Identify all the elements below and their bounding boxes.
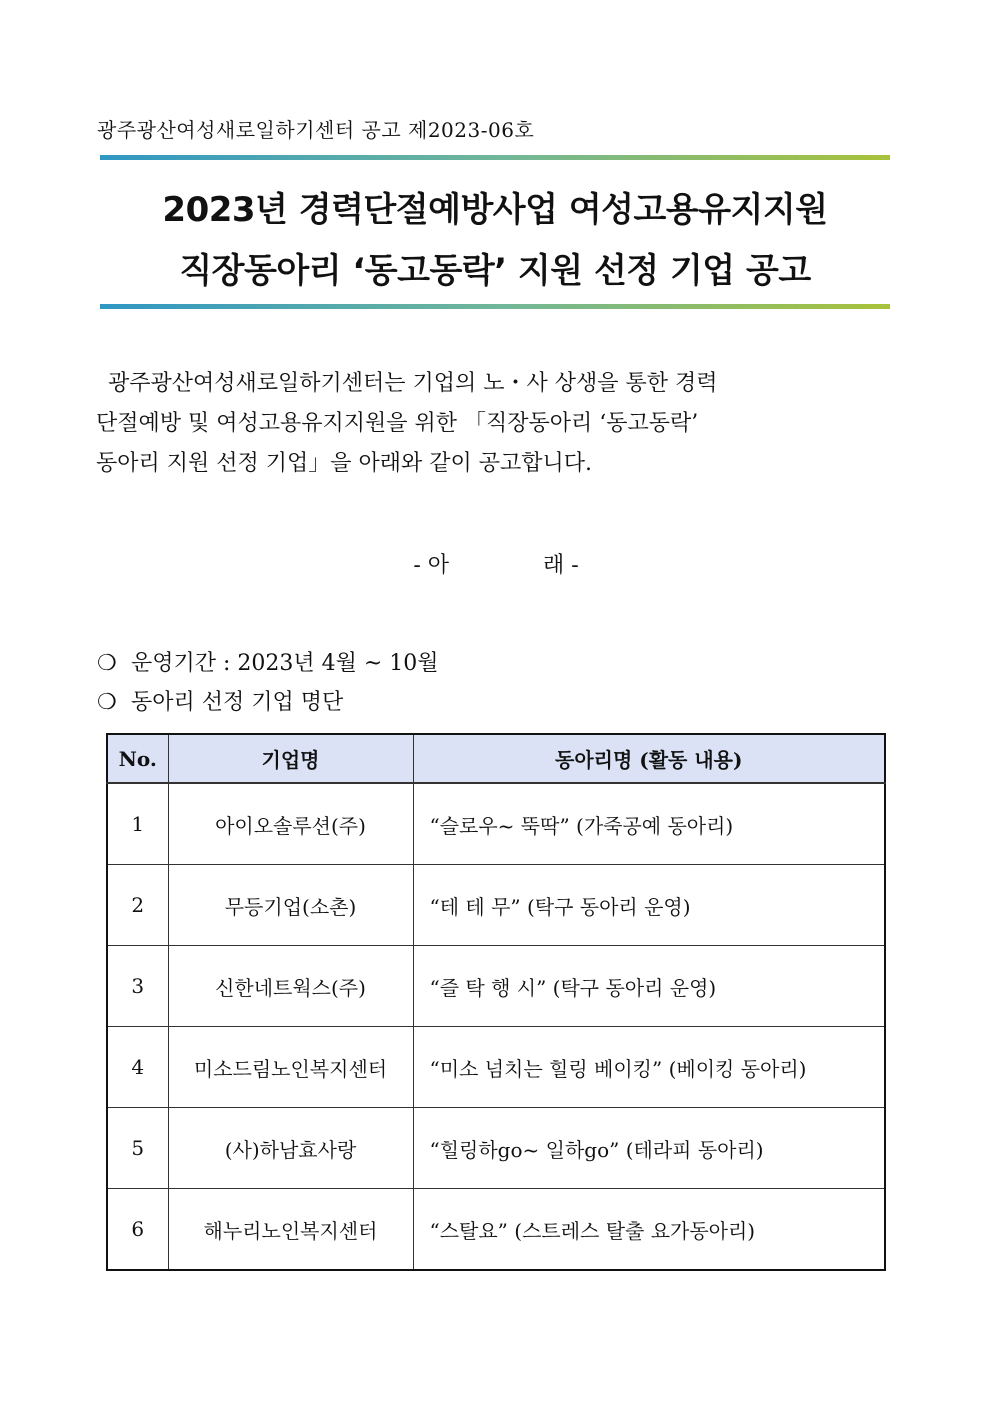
row-company: 아이오솔루션(주) [168,783,413,865]
header-club: 동아리명 (활동 내용) [413,734,885,783]
table-row [107,1027,885,1108]
row-club: “미소 넘치는 힐링 베이킹” (베이킹 동아리) [413,1027,885,1108]
row-club: “테 테 무” (탁구 동아리 운영) [413,865,885,946]
row-no: 2 [107,865,168,946]
row-company: 미소드림노인복지센터 [168,1027,413,1108]
top-divider [100,155,890,160]
circle-bullet-icon: ❍ [97,651,117,676]
row-company: 무등기업(소촌) [168,865,413,946]
row-no: 3 [107,946,168,1027]
row-company: (사)하남효사랑 [168,1108,413,1189]
header-no: No. [107,734,168,783]
row-no: 1 [107,783,168,865]
table-header-row [107,734,885,783]
table-row [107,946,885,1027]
intro-line: 동아리 지원 선정 기업」을 아래와 같이 공고합니다. [96,451,592,476]
header-company: 기업명 [168,734,413,783]
list-title-text: 동아리 선정 기업 명단 [131,690,344,715]
table-row [107,865,885,946]
bullet-period [97,646,439,677]
row-company: 해누리노인복지센터 [168,1189,413,1271]
section-heading-left: - 아 [413,553,449,578]
row-no: 4 [107,1027,168,1108]
table-row [107,1108,885,1189]
bullet-list-title [97,685,343,716]
row-club: “슬로우~ 뚝딱” (가죽공예 동아리) [413,783,885,865]
table-row [107,783,885,865]
intro-line: 광주광산여성새로일하기센터는 기업의 노・사 상생을 통한 경력 [108,371,718,396]
row-club: “힐링하go~ 일하go” (테라피 동아리) [413,1108,885,1189]
row-company: 신한네트웍스(주) [168,946,413,1027]
intro-line: 단절예방 및 여성고용유지지원을 위한 「직장동아리 ‘동고동락’ [96,411,699,436]
section-heading-right: 래 - [543,553,579,578]
intro-paragraph [96,364,896,484]
page-title-line1: 2023년 경력단절예방사업 여성고용유지지원 [162,190,828,230]
bottom-divider [100,304,890,309]
circle-bullet-icon: ❍ [97,690,117,715]
section-heading [0,548,992,579]
notice-number: 광주광산여성새로일하기센터 공고 제2023-06호 [97,118,535,142]
row-no: 5 [107,1108,168,1189]
period-text: 운영기간 : 2023년 4월 ~ 10월 [131,651,439,676]
page-title-line2: 직장동아리 ‘동고동락’ 지원 선정 기업 공고 [179,251,811,291]
company-table [106,733,886,1271]
table-row [107,1189,885,1271]
row-club: “즐 탁 행 시” (탁구 동아리 운영) [413,946,885,1027]
row-club: “스탈요” (스트레스 탈출 요가동아리) [413,1189,885,1271]
row-no: 6 [107,1189,168,1271]
